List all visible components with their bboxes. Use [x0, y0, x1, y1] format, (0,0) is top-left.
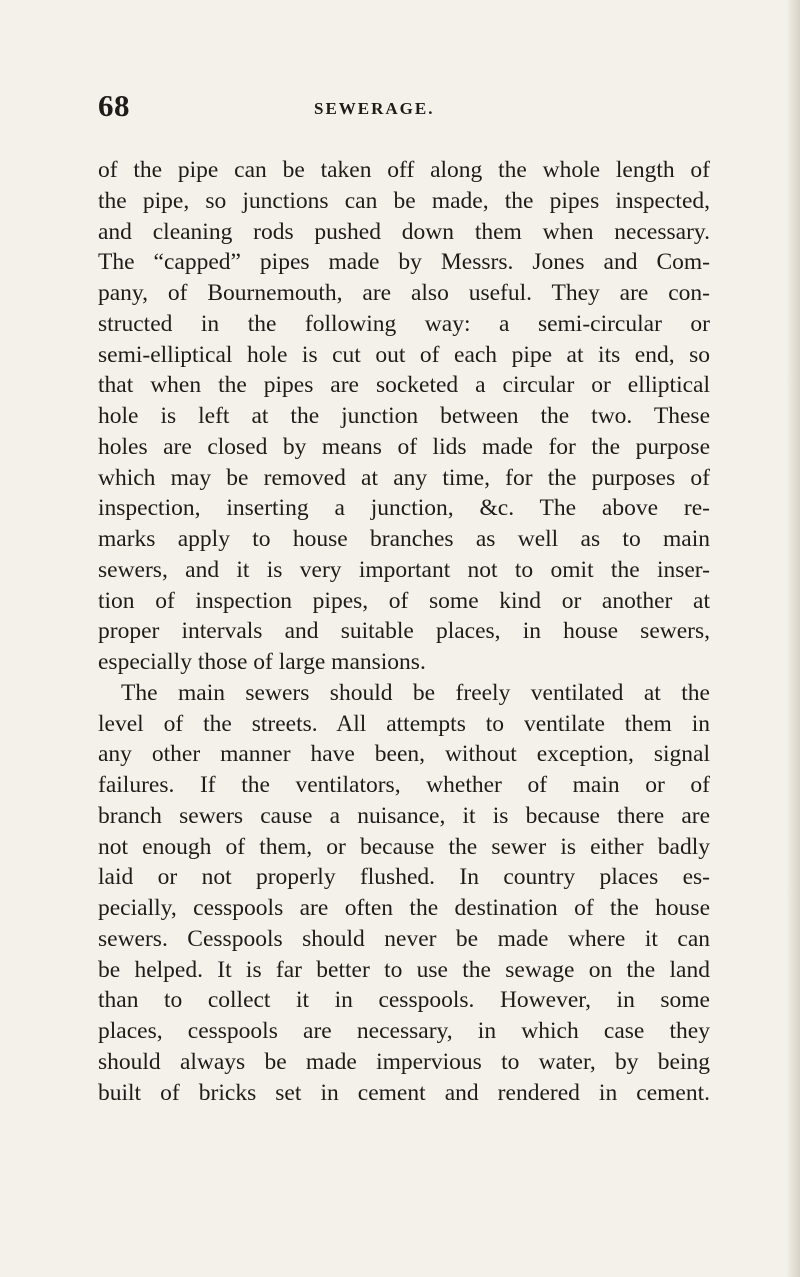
text-line: failures. If the ventilators, whether of main or of [98, 772, 710, 798]
text-line: especially those of large mansions. [98, 649, 426, 675]
page-number: 68 [98, 88, 130, 123]
text-line: that when the pipes are socketed a circular or elliptical [98, 372, 710, 399]
text-line: marks apply to house branches as well as to main [98, 526, 710, 552]
text-line: sewers. Cesspools should never be made where it can [98, 925, 710, 952]
text-line: The main sewers should be freely ventilated at the [121, 679, 710, 706]
text-line: inspection, inserting a junction, &c. The above re- [98, 495, 710, 522]
text-line: hole is left at the junction between the two. These [98, 403, 710, 429]
text-line: branch sewers cause a nuisance, it is because there are [98, 802, 710, 829]
text-line: which may be removed at any time, for the purposes of [98, 464, 710, 491]
text-line: tion of inspection pipes, of some kind or another at [98, 587, 710, 614]
text-line: sewers, and it is very important not to omit the inser- [98, 556, 710, 583]
page-edge-shadow [786, 0, 800, 1277]
text-line: laid or not properly flushed. In country places es- [98, 864, 710, 891]
text-line: semi-elliptical hole is cut out of each pipe at its end, so [98, 341, 710, 368]
text-line: of the pipe can be taken off along the whole length of [98, 157, 710, 183]
text-line: proper intervals and suitable places, in house sewers, [98, 618, 710, 645]
text-line: should always be made impervious to water, by being [98, 1048, 710, 1075]
text-line: The “capped” pipes made by Messrs. Jones and Com- [98, 249, 710, 276]
paragraph-1 [98, 155, 710, 678]
text-line: than to collect it in cesspools. However, in some [98, 987, 710, 1014]
text-line: pecially, cesspools are often the destination of the house [98, 895, 710, 921]
running-title: SEWERAGE. [314, 99, 435, 118]
text-line: pany, of Bournemouth, are also useful. They are con- [98, 280, 710, 306]
paragraph-2 [98, 678, 710, 1109]
body-text [98, 155, 710, 1108]
text-line: holes are closed by means of lids made for the purpose [98, 433, 710, 460]
text-line: structed in the following way: a semi-circular or [98, 310, 710, 337]
text-line: level of the streets. All attempts to ventilate them in [98, 710, 710, 737]
text-line: not enough of them, or because the sewer is either badly [98, 833, 710, 860]
text-line: built of bricks set in cement and rendered in cement. [98, 1079, 710, 1106]
running-head [98, 88, 738, 128]
text-line: any other manner have been, without exception, signal [98, 741, 710, 768]
text-line: places, cesspools are necessary, in which case they [98, 1018, 710, 1044]
text-line: and cleaning rods pushed down them when necessary. [98, 218, 710, 245]
text-line: be helped. It is far better to use the sewage on the land [98, 956, 710, 983]
text-line: the pipe, so junctions can be made, the pipes inspected, [98, 187, 710, 214]
